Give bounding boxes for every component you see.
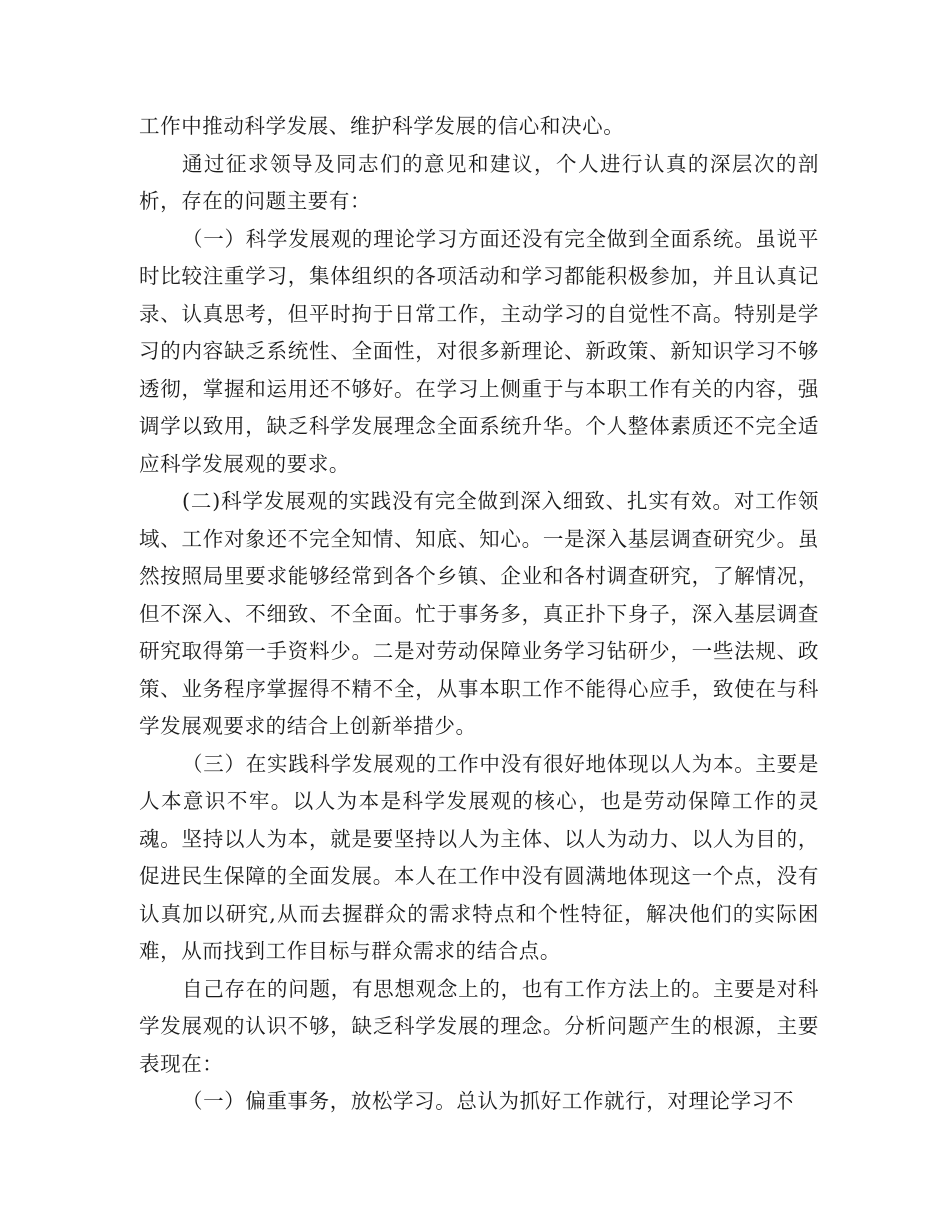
paragraph-problem-2: (二)科学发展观的实践没有完全做到深入细致、扎实有效。对工作领域、工作对象还不完全知情、知底、知心。一是深入基层调查研究少。虽然按照局里要求能够经常到各个乡镇、企业和各村调查研究，了解情况，但不深入、不细致、不全面。忙于事务多，真正扑下身子，深入基层调查研究取得第一手资料少。二是对劳动保障业务学习钻研少，一些法规、政策、业务程序掌握得不精不全，从事本职工作不能得心应手，致使在与科学发展观要求的结合上创新举措少。 <box>139 489 819 738</box>
paragraph-continuation: 工作中推动科学发展、维护科学发展的信心和决心。 <box>139 114 625 138</box>
paragraph-root-cause-1: （一）偏重事务，放松学习。总认为抓好工作就行，对理论学习不 <box>182 1089 794 1113</box>
paragraph-problem-1: （一）科学发展观的理论学习方面还没有完全做到全面系统。虽说平时比较注重学习，集体组织的各项活动和学习都能积极参加，并且认真记录、认真思考，但平时拘于日常工作，主动学习的自觉性不高。特别是学习的内容缺乏系统性、全面性，对很多新理论、新政策、新知识学习不够透彻，掌握和运用还不够好。在学习上侧重于与本职工作有关的内容，强调学以致用，缺乏科学发展理念全面系统升华。个人整体素质还不完全适应科学发展观的要求。 <box>139 226 819 476</box>
paragraph-intro: 通过征求领导及同志们的意见和建议，个人进行认真的深层次的剖析，存在的问题主要有： <box>139 151 819 213</box>
paragraph-problem-3: （三）在实践科学发展观的工作中没有很好地体现以人为本。主要是人本意识不牢。以人为本是科学发展观的核心，也是劳动保障工作的灵魂。坚持以人为本，就是要坚持以人为主体、以人为动力、以人为目的，促进民生保障的全面发展。本人在工作中没有圆满地体现这一个点，没有认真加以研究,从而去握群众的需求特点和个性特征，解决他们的实际困难，从而找到工作目标与群众需求的结合点。 <box>139 751 819 963</box>
document-body <box>139 108 819 1121</box>
paragraph-root-cause-intro: 自己存在的问题，有思想观念上的，也有工作方法上的。主要是对科学发展观的认识不够，缺乏科学发展的理念。分析问题产生的根源，主要表现在： <box>139 976 819 1076</box>
